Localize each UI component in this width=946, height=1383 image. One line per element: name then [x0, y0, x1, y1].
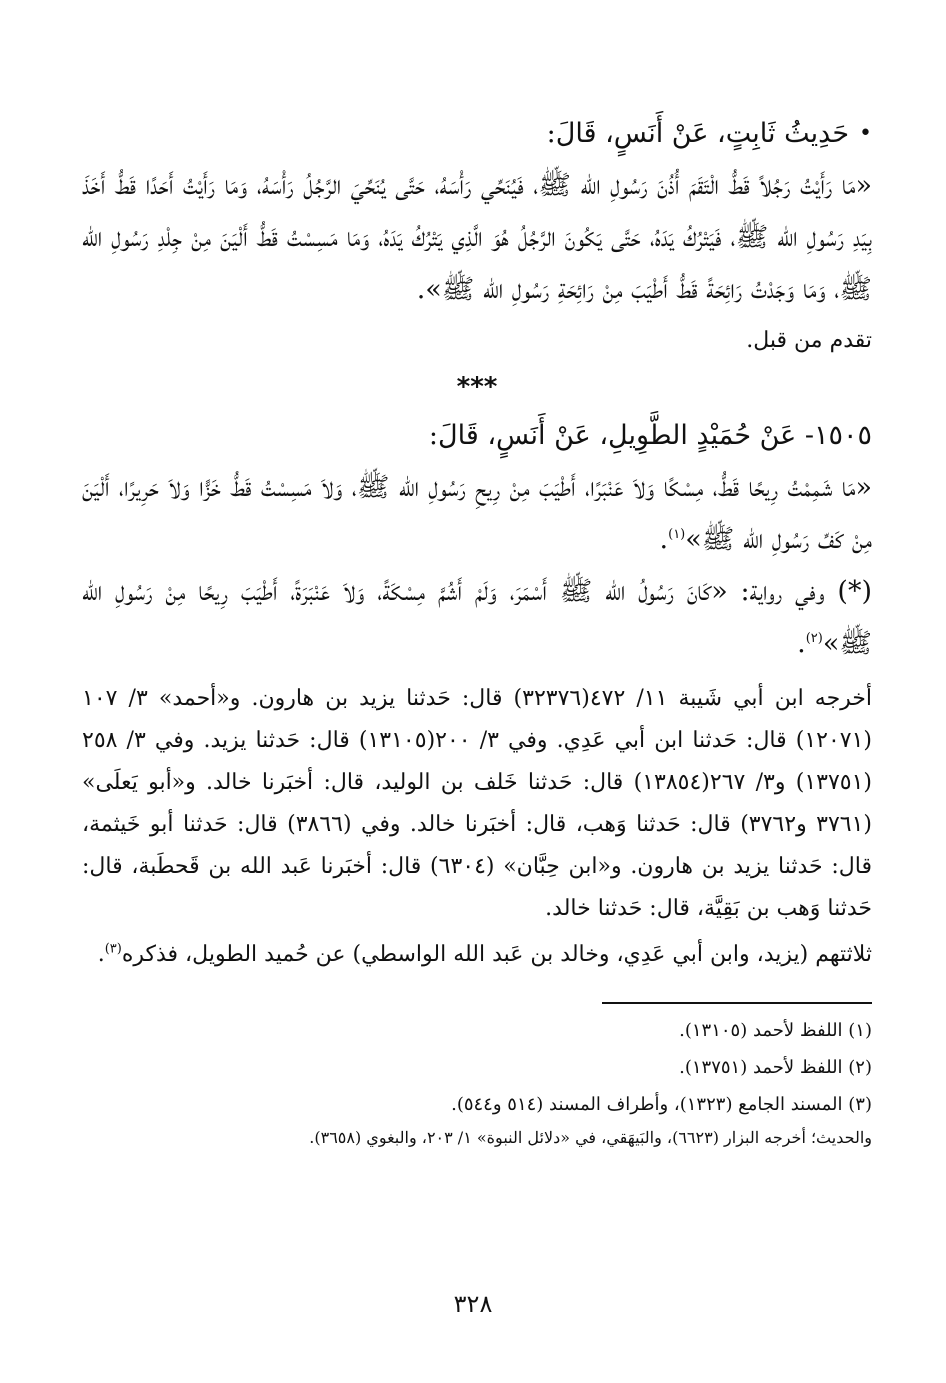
page-body: [82, 108, 872, 1153]
footnote-ref: (٣): [104, 941, 122, 957]
takhrij-paragraph: أخرجه ابن أبي شَيبة ١١/ ٤٧٢(٣٢٣٧٦) قال: حَدثنا يزيد بن هارون. و«أحمد» ٣/ ١٠٧ (١٢٠٧١) قال: حَدثنا ابن أبي عَدِي. وفي ٣/ ٢٠٠(١٣١٠٥) قال: حَدثنا يزيد. وفي ٣/ ٢٥٨ (١٣٧٥١) و٣/ ٢٦٧(١٣٨٥٤) قال: حَدثنا خَلف بن الوليد، قال: أخبَرنا خالد. و«أبو يَعلَى» (٣٧٦١ و٣٧٦٢) قال: حَدثنا وَهب، قال: أخبَرنا خالد. وفي (٣٨٦٦) قال: حَدثنا أبو خَيثمة، قال: حَدثنا يزيد بن هارون. و«ابن حِبَّان» (٦٣٠٤) قال: أخبَرنا عَبد الله بن قَحطَبة، قال: حَدثنا وَهب بن بَقِيَّة، قال: حَدثنا خالد.: [82, 686, 873, 921]
hadith-text-body: «مَا شَمِمْتُ رِيحًا قَطُّ، مِسْكًا وَلاَ عَنْبَرًا، أَطْيَبَ مِنْ رِيحِ رَسُولِ الله ﷺ، وَلاَ مَسِسْتُ قَطُّ خَزًّا وَلاَ حَرِيرًا، أَلْيَنَ مِنْ كَفِّ رَسُولِ الله ﷺ»: [82, 472, 872, 555]
footnote-1: (١) اللفظ لأحمد (١٣١٠٥).: [679, 1020, 872, 1041]
alternate-narration-end: .: [797, 628, 806, 659]
section-separator: ***: [456, 372, 498, 402]
alternate-narration: [82, 566, 872, 670]
footnote-3: (٣) المسند الجامع (١٣٢٣)، وأطراف المسند (٥١٤ و٥٤٤).: [451, 1094, 872, 1115]
hadith-number-heading: ١٥٠٥- عَنْ حُمَيْدٍ الطَّوِيلِ، عَنْ أَنَسٍ، قَالَ:: [428, 420, 872, 451]
section-heading: [82, 108, 872, 160]
hadith-text: «مَا رَأَيْتُ رَجُلاً قَطُّ الْتَقَمَ أُذُنَ رَسُولِ الله ﷺ، فَيُنَحِّي رَأْسَهُ، حَتَّى يُنَحِّيَ الرَّجُلُ رَأْسَهُ، وَمَا رَأَيْتُ أَحَدًا قَطُّ أَخَذَ بِيَدِ رَسُولِ الله ﷺ، فَيَتْرُكُ يَدَهُ، حَتَّى يَكُونَ الرَّجُلُ هُوَ الَّذِي يَتْرُكُ يَدَهُ، وَمَا مَسِسْتُ قَطُّ أَلْيَنَ مِنْ جِلْدِ رَسُولِ الله ﷺ، وَمَا وَجَدْتُ رَائِحَةً قَطُّ أَطْيَبَ مِنْ رَائِحَةِ رَسُولِ الله ﷺ».: [82, 170, 872, 305]
section-heading-text: حَدِيثُ ثَابِتٍ، عَنْ أَنَسٍ، قَالَ:: [546, 118, 850, 149]
chain-summary: [82, 934, 872, 976]
alternate-narration-body: (*) وفي رواية: «كَانَ رَسُولُ الله ﷺ أَسْمَرَ، وَلَمْ أَشُمَّ مِسْكَةً، وَلاَ عَنْبَرَةً، أَطْيَبَ رِيحًا مِنْ رَسُولِ الله ﷺ»: [82, 576, 872, 659]
hadith-text: [82, 462, 872, 566]
chain-summary-end: .: [97, 942, 105, 967]
footnote-continuation: والحديث؛ أخرجه البزار (٦٦٢٣)، والبَيهَقي، في «دلائل النبوة» ١/ ٢٠٣، والبغوي (٣٦٥٨).: [309, 1128, 872, 1147]
page-number: ٣٢٨: [453, 1290, 493, 1318]
footnote-2: (٢) اللفظ لأحمد (١٣٧٥١).: [679, 1057, 872, 1078]
hadith-text-end: .: [659, 524, 669, 555]
footnote-ref: (٢): [805, 631, 823, 646]
footnote-divider: [602, 1002, 872, 1004]
chain-summary-body: ثلاثتهم (يزيد، وابن أبي عَدِي، وخالد بن عَبد الله الواسطي) عن حُميد الطويل، فذكره: [121, 942, 872, 967]
footnote-ref: (١): [668, 527, 686, 542]
cross-reference-note: تقدم من قبل.: [746, 328, 872, 353]
bullet-icon: •: [859, 121, 872, 146]
